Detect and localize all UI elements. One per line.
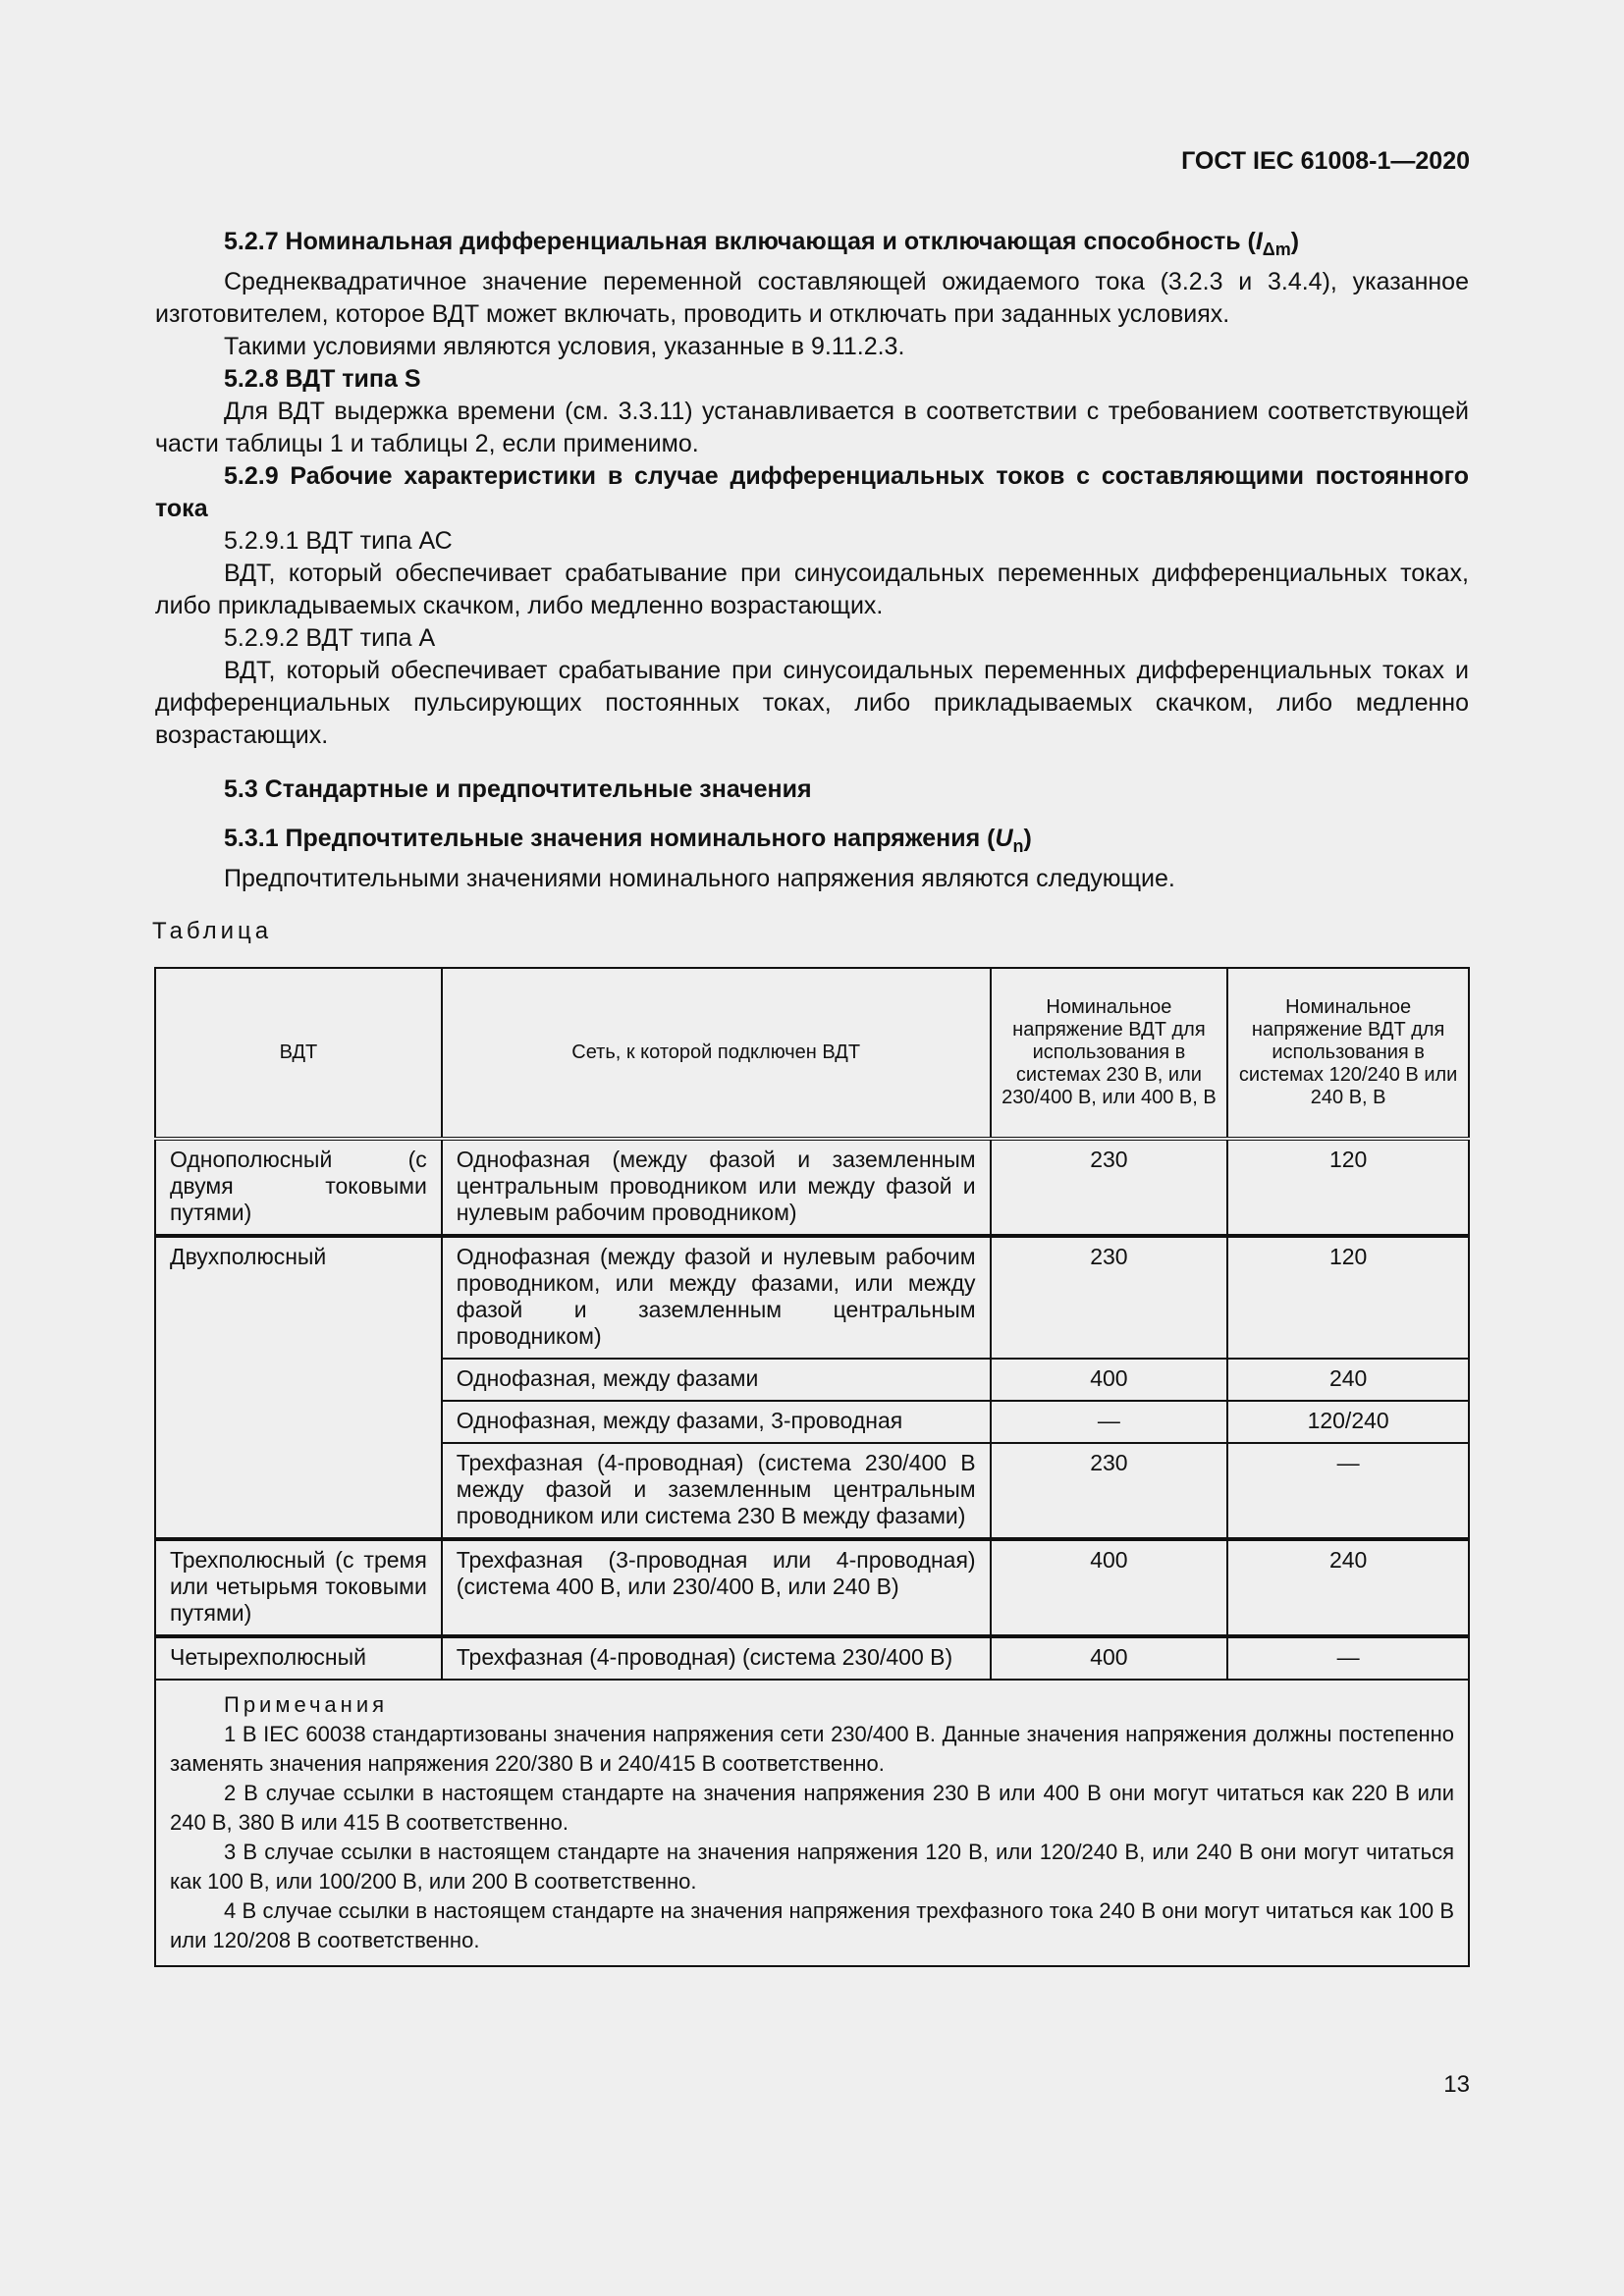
cell-network: Трехфазная (4-проводная) (система 230/400 В между фазой и заземленным центральным проводником или система 230 В между фазами): [442, 1443, 991, 1539]
paragraph: ВДТ, который обеспечивает срабатывание при синусоидальных переменных дифференциальных токах и дифференциальных пульсирующих постоянных токах, либо прикладываемых скачком, либо медленно возрастающих.: [155, 657, 1469, 749]
subsection-title: 5.2.9.1 ВДТ типа АС: [224, 527, 453, 555]
cell-voltage-1: 400: [991, 1539, 1228, 1636]
subsection-title: 5.2.9.2 ВДТ типа А: [224, 624, 436, 652]
table-caption: Таблица: [152, 918, 273, 944]
table-row: [155, 1139, 1469, 1236]
cell-voltage-2: —: [1227, 1636, 1469, 1680]
cell-rcd: Трехполюсный (с тремя или четырьмя токовыми путями): [155, 1539, 442, 1636]
section-5-3-1: [155, 823, 1469, 895]
cell-voltage-1: 400: [991, 1636, 1228, 1680]
cell-voltage-2: 240: [1227, 1359, 1469, 1401]
paragraph: Среднеквадратичное значение переменной составляющей ожидаемого тока (3.2.3 и 3.4.4), указанное изготовителем, которое ВДТ может включать, проводить и отключать при заданных условиях.: [155, 268, 1469, 328]
cell-network: Трехфазная (3-проводная или 4-проводная) (система 400 В, или 230/400 В, или 240 В): [442, 1539, 991, 1636]
page-number: 13: [1443, 2071, 1470, 2098]
cell-network: Трехфазная (4-проводная) (система 230/400 В): [442, 1636, 991, 1680]
cell-rcd: Двухполюсный: [155, 1236, 442, 1539]
section-5-3: [155, 774, 1469, 806]
paragraph: Для ВДТ выдержка времени (см. 3.3.11) устанавливается в соответствии с требованием соответствующей части таблицы 1 и таблицы 2, если применимо.: [155, 398, 1469, 457]
voltage-table: [154, 967, 1470, 1967]
table-row: [155, 1539, 1469, 1636]
paragraph: Предпочтительными значениями номинального напряжения являются следующие.: [224, 865, 1175, 892]
cell-voltage-2: 120: [1227, 1139, 1469, 1236]
cell-voltage-1: 400: [991, 1359, 1228, 1401]
cell-voltage-1: 230: [991, 1139, 1228, 1236]
cell-network: Однофазная, между фазами, 3-проводная: [442, 1401, 991, 1443]
cell-voltage-2: 120: [1227, 1236, 1469, 1359]
notes-row: [155, 1680, 1469, 1966]
cell-network: Однофазная, между фазами: [442, 1359, 991, 1401]
note-item: 4 В случае ссылки в настоящем стандарте на значения напряжения трехфазного тока 240 В они могут читаться как 100 В или 120/208 В соответственно.: [170, 1898, 1454, 1952]
section-title: 5.3 Стандартные и предпочтительные значения: [224, 775, 812, 803]
table-row: [155, 1236, 1469, 1359]
document-code: ГОСТ IEC 61008-1—2020: [1181, 147, 1470, 175]
cell-voltage-1: 230: [991, 1236, 1228, 1359]
header-rcd: ВДТ: [155, 968, 442, 1139]
cell-voltage-2: 120/240: [1227, 1401, 1469, 1443]
note-item: 2 В случае ссылки в настоящем стандарте на значения напряжения 230 В или 400 В они могут читаться как 220 В или 240 В, 380 В или 415 В соответственно.: [170, 1781, 1454, 1835]
paragraph: ВДТ, который обеспечивает срабатывание при синусоидальных переменных дифференциальных токах, либо прикладываемых скачком, либо медленно возрастающих.: [155, 560, 1469, 619]
section-title: 5.2.7 Номинальная дифференциальная включающая и отключающая способность $(I_{\Delta m})$: [224, 228, 1300, 259]
header-network: Сеть, к которой подключен ВДТ: [442, 968, 991, 1139]
section-title: 5.2.8 ВДТ типа S: [224, 365, 421, 393]
cell-rcd: Четырехполюсный: [155, 1636, 442, 1680]
cell-rcd: Однополюсный (с двумя токовыми путями): [155, 1139, 442, 1236]
section-title: 5.3.1 Предпочтительные значения номинального напряжения $(U_n)$: [224, 825, 1032, 856]
note-item: 1 В IEC 60038 стандартизованы значения напряжения сети 230/400 В. Данные значения напряжения должны постепенно заменять значения напряжения 220/380 В и 240/415 В соответственно.: [170, 1722, 1454, 1776]
cell-voltage-2: 240: [1227, 1539, 1469, 1636]
notes-caption: Примечания: [224, 1692, 389, 1717]
section-title: 5.2.9 Рабочие характеристики в случае дифференциальных токов с составляющими постоянного тока: [155, 462, 1469, 522]
table-row: [155, 1636, 1469, 1680]
header-voltage-120: Номинальное напряжение ВДТ для использования в системах 120/240 В или 240 В, В: [1227, 968, 1469, 1139]
cell-voltage-2: —: [1227, 1443, 1469, 1539]
table-notes: [155, 1680, 1469, 1966]
cell-voltage-1: 230: [991, 1443, 1228, 1539]
table-header-row: [155, 968, 1469, 1139]
header-voltage-230: Номинальное напряжение ВДТ для использования в системах 230 В, или 230/400 В, или 400 В, В: [991, 968, 1228, 1139]
note-item: 3 В случае ссылки в настоящем стандарте на значения напряжения 120 В, или 120/240 В, или 240 В они могут читаться как 100 В, или 100/200 В, или 200 В соответственно.: [170, 1840, 1454, 1894]
paragraph: Такими условиями являются условия, указанные в 9.11.2.3.: [224, 333, 905, 360]
cell-network: Однофазная (между фазой и заземленным центральным проводником или между фазой и нулевым рабочим проводником): [442, 1139, 991, 1236]
section-5-2-7: [155, 226, 1469, 752]
cell-voltage-1: —: [991, 1401, 1228, 1443]
cell-network: Однофазная (между фазой и нулевым рабочим проводником, или между фазами, или между фазой и заземленным центральным проводником): [442, 1236, 991, 1359]
